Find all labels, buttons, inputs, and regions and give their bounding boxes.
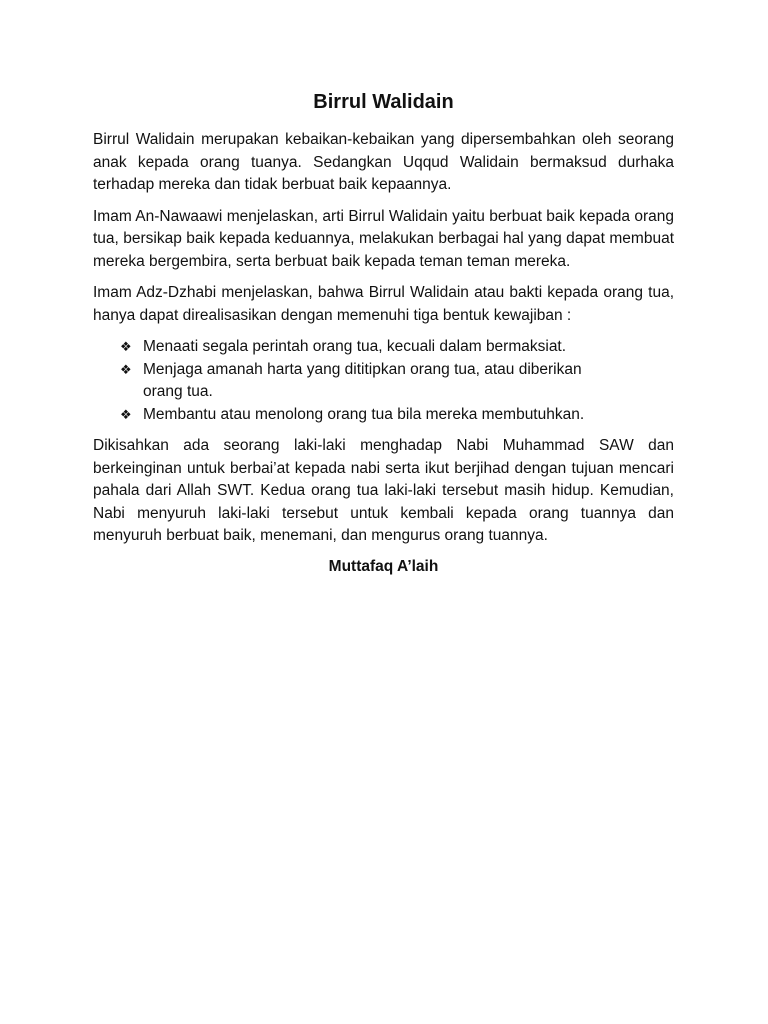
paragraph-definition: Birrul Walidain merupakan kebaikan-kebaikan yang dipersembahkan oleh seorang anak kepada orang tuanya. Sedangkan Uqqud Walidain bermaksud durhaka terhadap mereka dan tidak berbuat baik kepaannya.: [93, 131, 674, 193]
diamond-bullet-icon: ❖: [120, 339, 132, 354]
list-item-text: Menaati segala perintah orang tua, kecuali dalam bermaksiat.: [143, 338, 567, 355]
list-item-text: Menjaga amanah harta yang dititipkan orang tua, atau diberikan orang tua.: [143, 360, 582, 400]
paragraph-imam-dzahabi: Imam Adz-Dzhabi menjelaskan, bahwa Birrul Walidain atau bakti kepada orang tua, hanya dapat direalisasikan dengan memenuhi tiga bentuk kewajiban :: [93, 284, 674, 324]
paragraph-story: Dikisahkan ada seorang laki-laki menghadap Nabi Muhammad SAW dan berkeinginan untuk berbai’at kepada nabi serta ikut berjihad dengan tujuan mencari pahala dari Allah SWT. Kedua orang tua laki-laki tersebut masih hidup. Kemudian, Nabi menyuruh laki-laki tersebut untuk kembali kepada orang tuannya dan menyuruh berbuat baik, menemani, dan mengurus orang tuannya.: [93, 437, 674, 544]
diamond-bullet-icon: ❖: [120, 361, 132, 377]
list-item: [93, 336, 674, 359]
diamond-bullet-icon: ❖: [120, 406, 132, 422]
obligations-list: [93, 336, 674, 426]
list-item: [93, 359, 674, 404]
list-item-text: Membantu atau menolong orang tua bila mereka membutuhkan.: [143, 405, 585, 423]
hadith-source: Muttafaq A’laih: [328, 557, 439, 575]
paragraph-imam-nawawi: Imam An-Nawaawi menjelaskan, arti Birrul Walidain yaitu berbuat baik kepada orang tua, bersikap baik kepada keduannya, melakukan berbagai hal yang dapat membuat mereka bergembira, serta berbuat baik kepada teman teman mereka.: [93, 207, 674, 270]
document-title: Birrul Walidain: [313, 91, 454, 113]
document-page: [93, 86, 674, 578]
list-item: [93, 404, 674, 427]
